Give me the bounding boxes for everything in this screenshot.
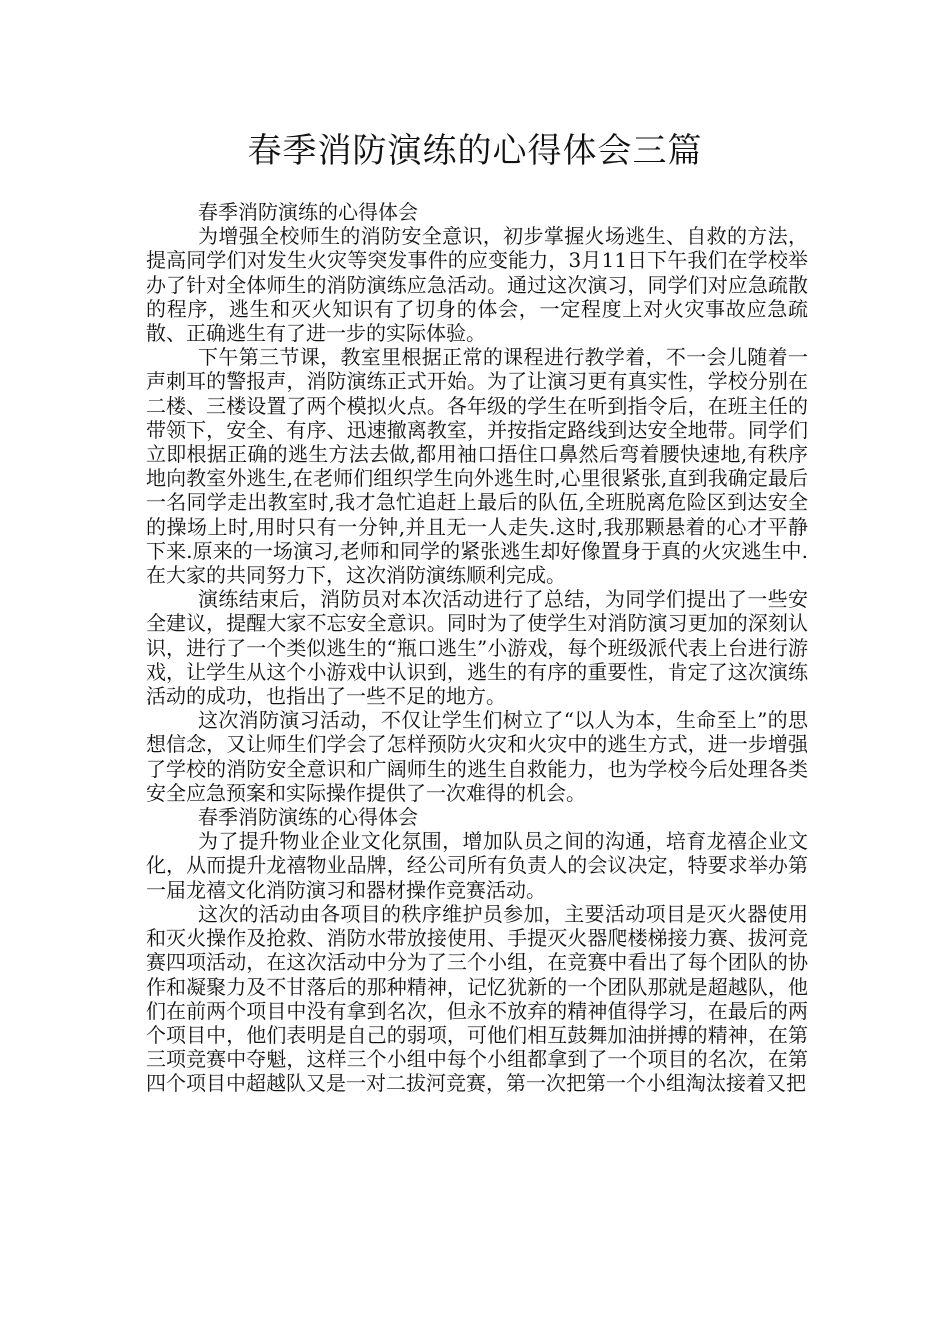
- paragraph: 下午第三节课，教室里根据正常的课程进行教学着，不一会儿随着一声刺耳的警报声，消防演练正式开始。为了让演习更有真实性，学校分别在二楼、三楼设置了两个模拟火点。各年级的学生在听到指令后，在班主任的带领下，安全、有序、迅速撤离教室，并按指定路线到达安全地带。同学们立即根据正确的逃生方法去做,都用袖口捂住口鼻然后弯着腰快速地,有秩序地向教室外逃生,在老师们组织学生向外逃生时,心里很紧张,直到我确定最后一名同学走出教室时,我才急忙追赶上最后的队伍,全班脱离危险区到达安全的操场上时,用时只有一分钟,并且无一人走失.这时,我那颗悬着的心才平静下来.原来的一场演习,老师和同学的紧张逃生却好像置身于真的火灾逃生中.在大家的共同努力下，这次消防演练顺利完成。: [146, 345, 808, 588]
- paragraph: 这次消防演习活动，不仅让学生们树立了“以人为本，生命至上”的思想信念，又让师生们学会了怎样预防火灾和火灾中的逃生方式，进一步增强了学校的消防安全意识和广阔师生的逃生自救能力，也为学校今后处理各类安全应急预案和实际操作提供了一次难得的机会。: [146, 708, 808, 805]
- paragraph: 为了提升物业企业文化氛围，增加队员之间的沟通，培育龙禧企业文化，从而提升龙禧物业品牌，经公司所有负责人的会议决定，特要求举办第一届龙禧文化消防演习和器材操作竞赛活动。: [146, 829, 808, 902]
- paragraph: 演练结束后，消防员对本次活动进行了总结，为同学们提出了一些安全建议，提醒大家不忘安全意识。同时为了使学生对消防演习更加的深刻认识，进行了一个类似逃生的“瓶口逃生”小游戏，每个班级派代表上台进行游戏，让学生从这个小游戏中认识到，逃生的有序的重要性，肯定了这次演练活动的成功，也指出了一些不足的地方。: [146, 587, 808, 709]
- paragraph: 这次的活动由各项目的秩序维护员参加，主要活动项目是灭火器使用和灭火操作及抢救、消防水带放接使用、手提灭火器爬楼梯接力赛、拔河竞赛四项活动，在这次活动中分为了三个小组，在竞赛中看出了每个团队的协作和凝聚力及不甘落后的那种精神，记忆犹新的一个团队那就是超越队，他们在前两个项目中没有拿到名次，但永不放弃的精神值得学习，在最后的两个项目中，他们表明是自己的弱项，可他们相互鼓舞加油拼搏的精神，在第三项竞赛中夺魁，这样三个小组中每个小组都拿到了一个项目的名次，在第四个项目中超越队又是一对二拔河竞赛，第一次把第一个小组淘汰接着又把: [146, 901, 808, 1096]
- document-title: 春季消防演练的心得体会三篇: [247, 131, 703, 171]
- section-heading: 春季消防演练的心得体会: [198, 200, 418, 224]
- paragraph: 为增强全校师生的消防安全意识，初步掌握火场逃生、自救的方法，提高同学们对发生火灾等突发事件的应变能力，3月11日下午我们在学校举办了针对全体师生的消防演练应急活动。通过这次演习，同学们对应急疏散的程序，逃生和灭火知识有了切身的体会，一定程度上对火灾事故应急疏散、正确逃生有了进一步的实际体验。: [146, 224, 808, 346]
- document-body: [146, 200, 808, 1096]
- section-heading: 春季消防演练的心得体会: [198, 805, 418, 830]
